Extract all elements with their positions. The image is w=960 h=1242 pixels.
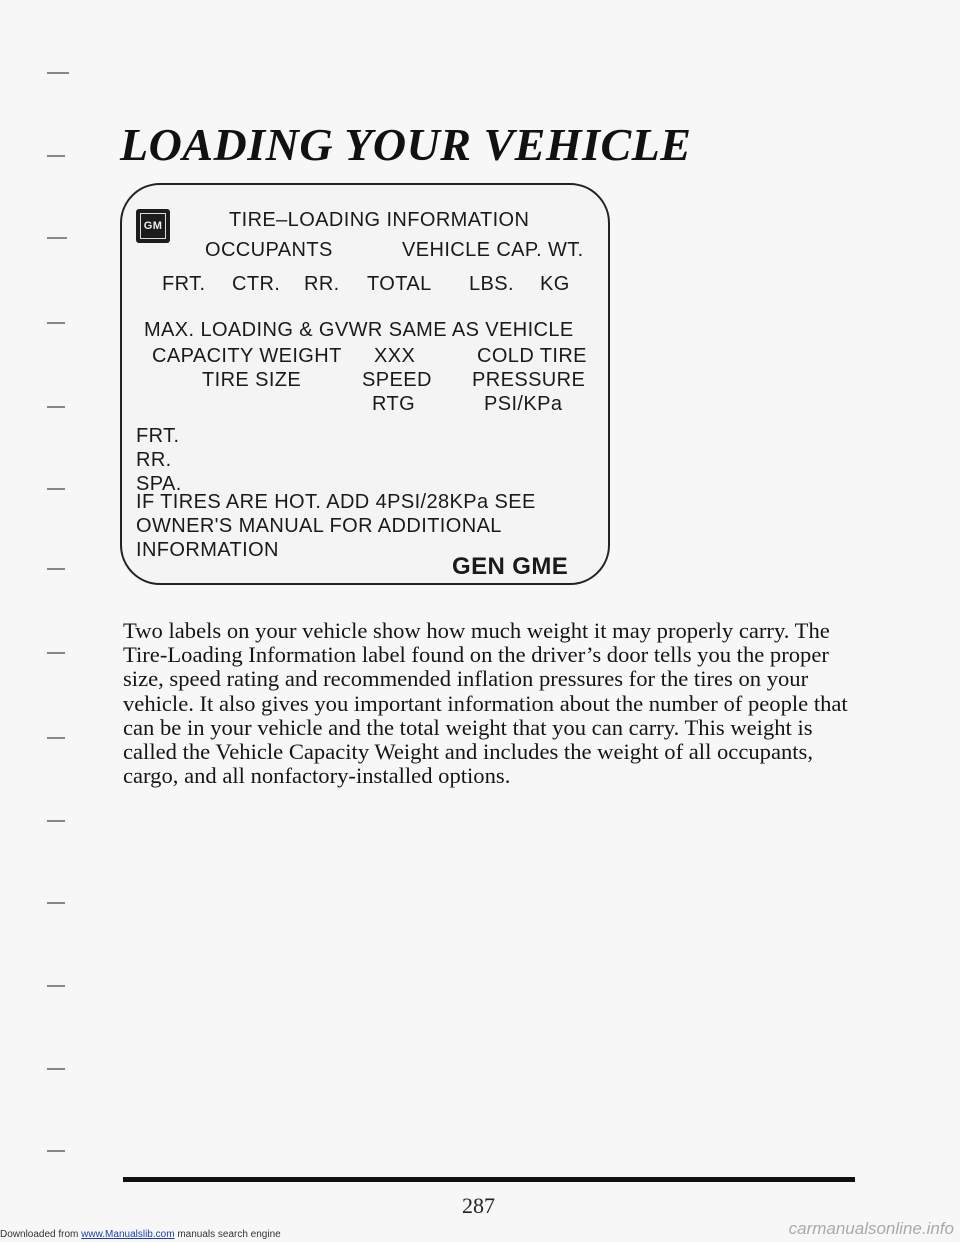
download-footer (0, 1229, 281, 1240)
label-row-rr: RR. (136, 449, 172, 471)
label-total: TOTAL (367, 273, 432, 295)
label-psi-kpa: PSI/KPa (484, 393, 563, 415)
margin-mark (47, 652, 65, 654)
label-row-frt: FRT. (136, 425, 180, 447)
margin-mark (47, 902, 65, 904)
margin-mark (47, 155, 65, 157)
footer-rule (123, 1177, 855, 1182)
margin-mark (47, 322, 65, 324)
margin-mark (47, 1068, 65, 1070)
page-number: 287 (462, 1193, 495, 1218)
gm-logo (136, 209, 170, 243)
margin-mark (47, 568, 65, 570)
margin-mark (47, 488, 65, 490)
margin-mark (47, 406, 65, 408)
label-frt: FRT. (162, 273, 206, 295)
footer-suffix: manuals search engine (177, 1229, 281, 1240)
margin-mark (47, 1150, 65, 1152)
label-xxx: XXX (374, 345, 416, 367)
margin-mark (47, 237, 67, 239)
label-tire-size: TIRE SIZE (202, 369, 302, 391)
label-pressure: PRESSURE (472, 369, 586, 391)
label-kg: KG (540, 273, 570, 295)
label-vehicle-cap: VEHICLE CAP. WT. (402, 239, 584, 261)
body-paragraph: Two labels on your vehicle show how much weight it may properly carry. The Tire-Loading Information label found on the driver’s door tells you the proper size, speed rating and recommended inflation pressures for the tires on your vehicle. It also gives you important information about the number of people that can be in your vehicle and the total weight that you can carry. This weight is called the Vehicle Capacity Weight and includes the weight of all occupants, cargo, and all nonfactory-installed options. (123, 618, 848, 789)
label-ctr: CTR. (232, 273, 281, 295)
label-hot-line-2: OWNER'S MANUAL FOR ADDITIONAL (136, 515, 502, 537)
label-hot-line-1: IF TIRES ARE HOT. ADD 4PSI/28KPa SEE (136, 491, 536, 513)
manualslib-link[interactable]: www.Manualslib.com (81, 1229, 175, 1240)
label-capacity-weight: CAPACITY WEIGHT (152, 345, 342, 367)
watermark: carmanualsonline.info (788, 1219, 954, 1238)
label-rr: RR. (304, 273, 340, 295)
label-cold-tire: COLD TIRE (477, 345, 587, 367)
margin-mark (47, 820, 65, 822)
margin-mark (47, 985, 65, 987)
label-max-loading: MAX. LOADING & GVWR SAME AS VEHICLE (144, 319, 574, 341)
label-rtg: RTG (372, 393, 416, 415)
margin-mark (47, 737, 65, 739)
label-lbs: LBS. (469, 273, 514, 295)
footer-prefix: Downloaded from (0, 1229, 79, 1240)
label-speed: SPEED (362, 369, 432, 391)
gm-logo-text: GM (140, 213, 166, 239)
label-row-spa: SPA. (136, 473, 182, 495)
label-brand: GEN GME (452, 553, 569, 580)
label-hot-line-3: INFORMATION (136, 539, 279, 561)
tire-loading-label (120, 183, 610, 585)
label-heading: TIRE–LOADING INFORMATION (229, 209, 530, 231)
margin-mark (47, 72, 69, 74)
label-occupants: OCCUPANTS (205, 239, 333, 261)
page-title: LOADING YOUR VEHICLE (120, 119, 692, 170)
